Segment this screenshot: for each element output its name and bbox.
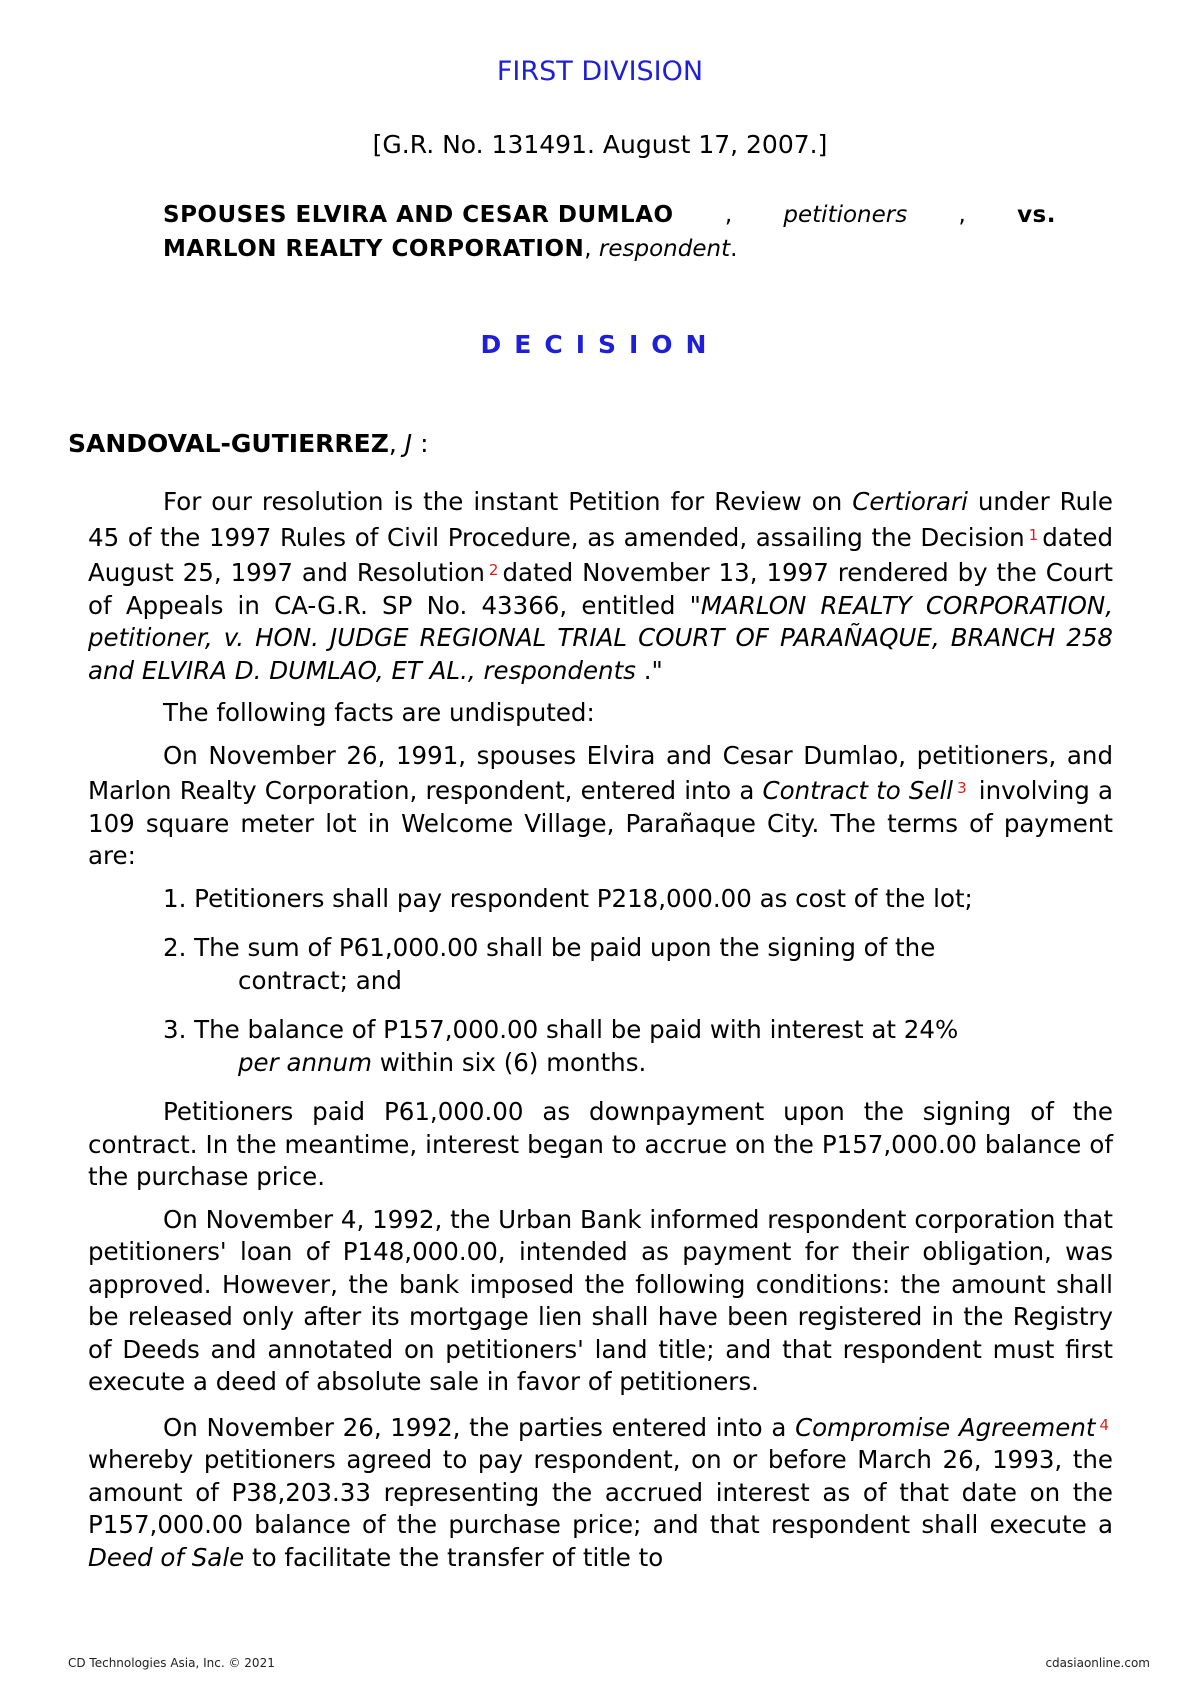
paragraph-6: On November 26, 1992, the parties entered into a Compromise Agreement $^4$ whereby petitioners agreed to pay respondent, on or before March 26, 1993, the amount of P38,203.33 representing the accrued interest as of that date on the P157,000.00 balance of the purchase price; and that respondent shall execute a Deed of Sale to facilitate the transfer of title to [88, 1412, 1113, 1572]
respondent-name: MARLON REALTY CORPORATION [163, 236, 585, 262]
footnote-1-link[interactable]: 1 [1028, 525, 1039, 544]
footnote-3-link[interactable]: 3 [957, 779, 967, 797]
justice-name: SANDOVAL-GUTIERREZ [68, 429, 389, 458]
case-number: [G.R. No. 131491. August 17, 2007.] [372, 130, 828, 159]
footer-website: cdasiaonline.com [1045, 1656, 1150, 1670]
parties-line-2: MARLON REALTY CORPORATION, respondent. [163, 236, 738, 262]
paragraph-1: For our resolution is the instant Petition for Review on Certiorari under Rule 45 of the 1997 Rules of Civil Procedure, as amended, assailing the Decision $^1$ dated August 25, 1997 and Resolution $^2$ dated November 13, 1997 rendered by the Court of Appeals in CA-G.R. SP No. 43366, entitled "MARLON REALTY CORPORATION, petitioner, v. HON. JUDGE REGIONAL TRIAL COURT OF PARAÑAQUE, BRANCH 258 and ELVIRA D. DUMLAO, ET AL., respondents ." [88, 487, 1114, 685]
paragraph-4: Petitioners paid P61,000.00 as downpayment upon the signing of the contract. In the meantime, interest began to accrue on the P157,000.00 balance of the purchase price. [88, 1097, 1113, 1191]
footnote-2-link[interactable]: 2 [488, 561, 499, 579]
decision-body [88, 486, 1113, 1584]
division-heading: FIRST DIVISION [496, 56, 704, 87]
case-parties [163, 198, 1056, 266]
petitioners-role: petitioners [783, 202, 908, 228]
justice-suffix: J [404, 429, 413, 458]
paragraph-3: On November 26, 1991, spouses Elvira and Cesar Dumlao, petitioners, and Marlon Realty Corporation, respondent, entered into a Contract to Sell $^3$ involving a 109 square meter lot in Welcome Village, Parañaque City. The terms of payment are: [88, 740, 1114, 870]
parties-line-1: SPOUSES ELVIRA AND CESAR DUMLAO , petitioners , vs. [163, 198, 1056, 232]
list-item-3: 3. The balance of P157,000.00 shall be paid with interest at 24% per annum within six (6) months. [163, 1015, 959, 1077]
footnote-4-link[interactable]: 4 [1099, 1415, 1110, 1434]
footer-copyright: CD Technologies Asia, Inc. © 2021 [68, 1656, 275, 1670]
petitioners-name: SPOUSES ELVIRA AND CESAR DUMLAO [163, 202, 674, 228]
paragraph-2: The following facts are undisputed: [163, 698, 595, 727]
decision-title: DECISION [480, 330, 720, 359]
list-item-2: 2. The sum of P61,000.00 shall be paid upon the signing of the contract; and [163, 933, 936, 995]
paragraph-5: On November 4, 1992, the Urban Bank informed respondent corporation that petitioners' loan of P148,000.00, intended as payment for their obligation, was approved. However, the bank imposed the following conditions: the amount shall be released only after its mortgage lien shall have been registered in the Registry of Deeds and annotated on petitioners' land title; and that respondent must first execute a deed of absolute sale in favor of petitioners. [88, 1204, 1113, 1396]
ponente: SANDOVAL-GUTIERREZ, J : [68, 429, 429, 458]
list-item-1: 1. Petitioners shall pay respondent P218,000.00 as cost of the lot; [163, 883, 973, 913]
respondent-role: respondent [598, 236, 731, 262]
versus: vs. [1017, 202, 1056, 228]
